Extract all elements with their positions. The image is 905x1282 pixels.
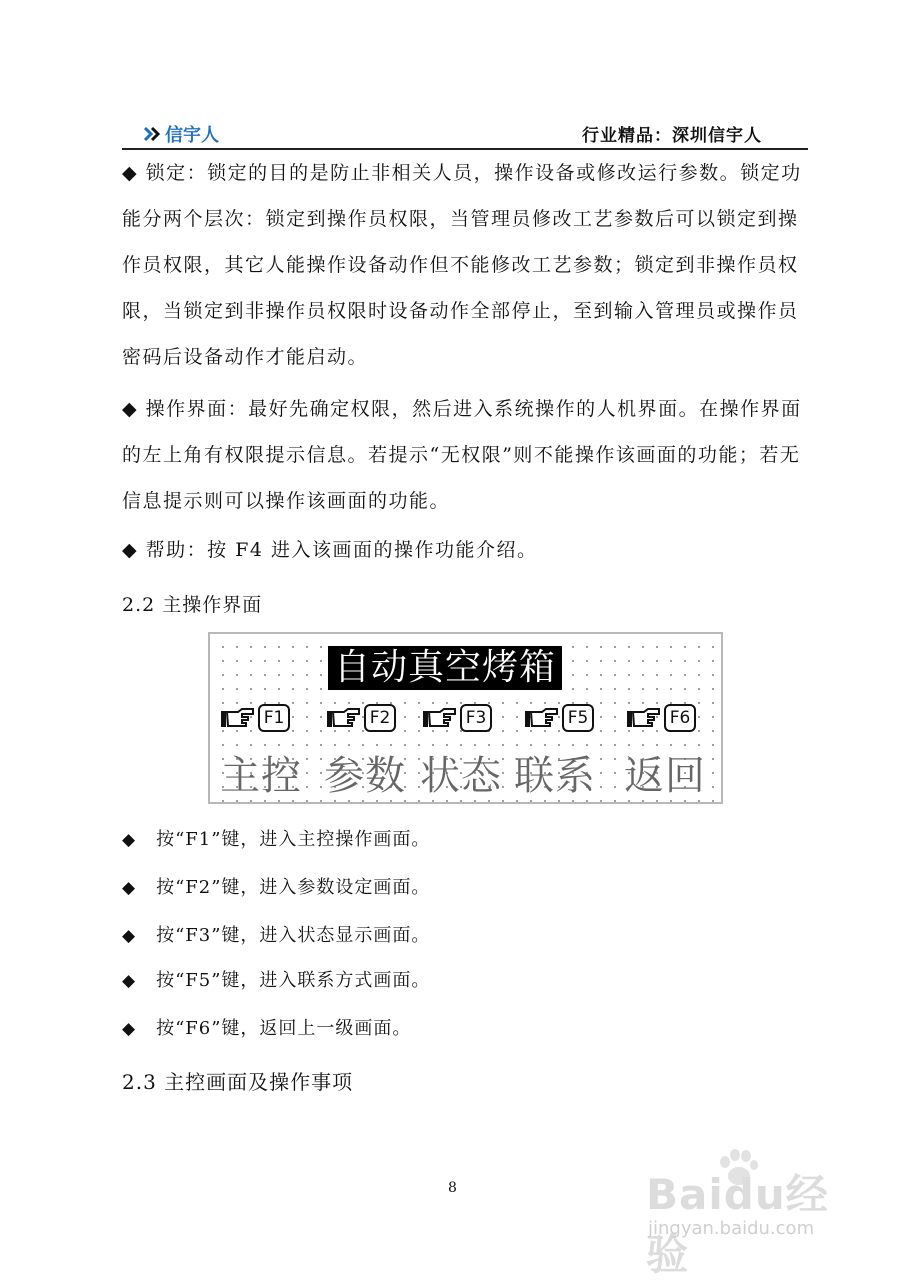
f1-key[interactable] [220, 704, 290, 732]
bullet-f3-text: 按“F3”键，进入状态显示画面。 [156, 925, 431, 946]
watermark-url: jingyan.baidu.com [648, 1218, 815, 1239]
diamond-bullet-icon: ◆ [122, 971, 137, 991]
f2-key[interactable] [326, 704, 396, 732]
company-logo [144, 121, 219, 147]
page-header [122, 118, 808, 150]
menu-label-main-control: 主控 [220, 753, 302, 799]
pointing-hand-icon [326, 705, 362, 731]
diamond-bullet-icon: ◆ [122, 1019, 137, 1039]
paragraph-interface: ◆ 操作界面：最好先确定权限，然后进入系统操作的人机界面。在操作界面的左上角有权限提示信息。若提示“无权限”则不能操作该画面的功能；若无信息提示则可以操作该画面的功能。 [122, 398, 802, 512]
logo-icon [144, 126, 162, 142]
watermark-brand: Baidu经验 [646, 1170, 829, 1279]
f5-key-label: F5 [562, 704, 594, 732]
bullet-f5 [122, 966, 430, 992]
baidu-watermark [640, 1148, 850, 1279]
diamond-bullet-icon: ◆ [122, 878, 137, 898]
menu-label-parameters: 参数 [324, 753, 406, 799]
f6-key-label: F6 [664, 704, 696, 732]
f1-key-label: F1 [258, 704, 290, 732]
hmi-main-panel [208, 632, 723, 804]
panel-title: 自动真空烤箱 [328, 646, 562, 690]
section-heading-2-2: 2.2 主操作界面 [122, 594, 263, 616]
f3-key[interactable] [422, 704, 492, 732]
bullet-f2 [122, 873, 430, 899]
menu-label-status: 状态 [420, 753, 502, 799]
pointing-hand-icon [422, 705, 458, 731]
bullet-f1 [122, 825, 430, 851]
f3-key-label: F3 [460, 704, 492, 732]
menu-label-contact: 联系 [514, 753, 596, 799]
pointing-hand-icon [626, 705, 662, 731]
page-number: 8 [448, 1180, 457, 1196]
bullet-f6-text: 按“F6”键，返回上一级画面。 [156, 1018, 412, 1039]
f2-key-label: F2 [364, 704, 396, 732]
bullet-f6 [122, 1014, 411, 1040]
header-slogan: 行业精品：深圳信宇人 [582, 126, 762, 146]
pointing-hand-icon [220, 705, 256, 731]
paragraph-help: ◆ 帮助：按 F4 进入该画面的操作功能介绍。 [122, 539, 538, 561]
f5-key[interactable] [524, 704, 594, 732]
bullet-f3 [122, 921, 430, 947]
logo-text: 信宇人 [165, 125, 219, 146]
pointing-hand-icon [524, 705, 560, 731]
diamond-bullet-icon: ◆ [122, 830, 137, 850]
section-heading-2-3: 2.3 主控画面及操作事项 [122, 1070, 354, 1094]
bullet-f2-text: 按“F2”键，进入参数设定画面。 [156, 877, 431, 898]
diamond-bullet-icon: ◆ [122, 926, 137, 946]
paragraph-lock: ◆ 锁定：锁定的目的是防止非相关人员，操作设备或修改运行参数。锁定功能分两个层次：锁定到操作员权限，当管理员修改工艺参数后可以锁定到操作员权限，其它人能操作设备动作但不能修改工艺参数；锁定到非操作员权限，当锁定到非操作员权限时设备动作全部停止，至到输入管理员或操作员密码后设备动作才能启动。 [122, 162, 802, 368]
bullet-f1-text: 按“F1”键，进入主控操作画面。 [156, 829, 431, 850]
bullet-f5-text: 按“F5”键，进入联系方式画面。 [156, 970, 431, 991]
menu-label-return: 返回 [624, 753, 706, 799]
f6-key[interactable] [626, 704, 696, 732]
